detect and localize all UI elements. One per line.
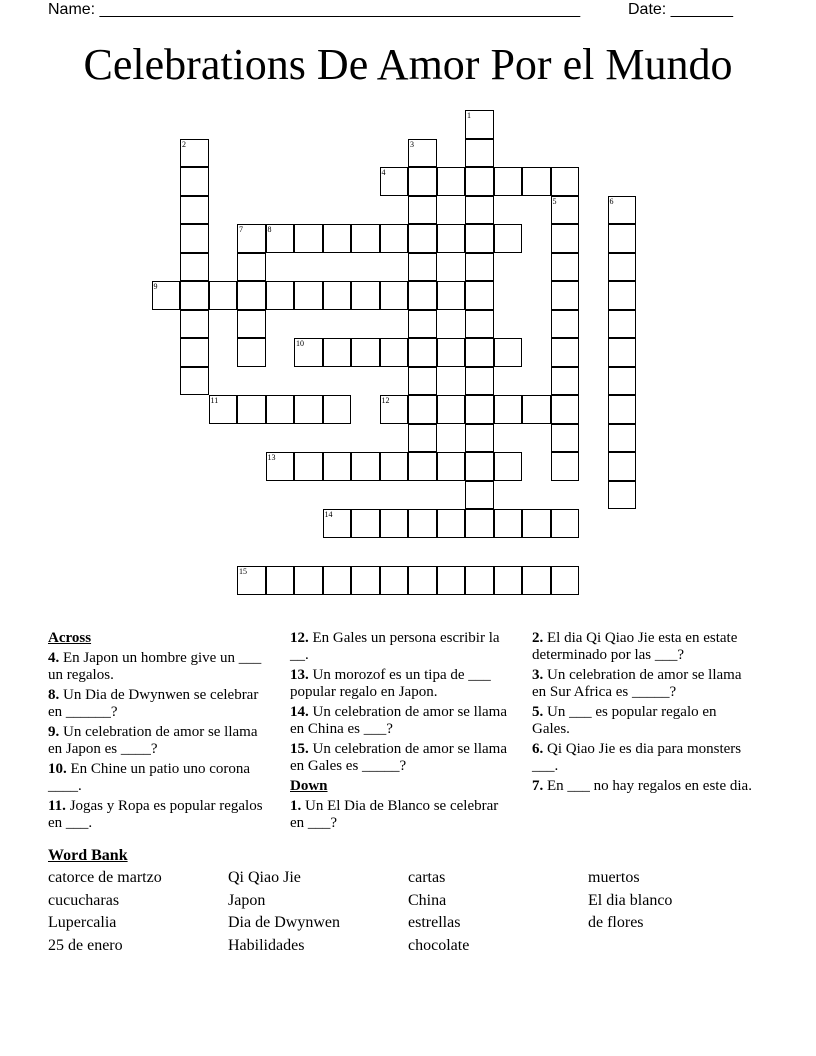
crossword-cell[interactable] [551, 281, 580, 310]
crossword-cell[interactable] [608, 424, 637, 453]
clue-number: 5 [552, 196, 557, 206]
crossword-cell[interactable] [380, 452, 409, 481]
crossword-cell[interactable] [209, 281, 238, 310]
crossword-cell[interactable] [209, 395, 238, 424]
word-bank-item: catorce de martzo [48, 869, 162, 886]
word-bank-item: cucucharas [48, 891, 120, 909]
crossword-cell[interactable] [494, 509, 523, 538]
crossword-cell[interactable] [180, 139, 209, 168]
crossword-cell[interactable] [237, 395, 266, 424]
clue-across-4: 4. En Japon un hombre give un ___ un regalos. [48, 650, 262, 683]
crossword-cell[interactable] [608, 395, 637, 424]
crossword-cell[interactable] [294, 395, 323, 424]
crossword-cell[interactable] [294, 566, 323, 595]
word-bank-item [588, 937, 768, 956]
crossword-cell[interactable] [608, 367, 637, 396]
crossword-cell[interactable] [152, 281, 181, 310]
clue-number: 8 [267, 225, 272, 234]
crossword-cell[interactable] [323, 395, 352, 424]
crossword-cell[interactable] [494, 167, 523, 196]
crossword-cell[interactable] [551, 367, 580, 396]
crossword-cell[interactable] [551, 253, 580, 282]
crossword-cell[interactable] [465, 224, 494, 253]
crossword-cell[interactable] [437, 395, 466, 424]
crossword-cell[interactable] [465, 310, 494, 339]
crossword-cell[interactable] [437, 167, 466, 196]
crossword-cell[interactable] [380, 509, 409, 538]
clue-number: 6 [609, 196, 614, 206]
clue-down-6: 6. Qi Qiao Jie es dia para monsters ___. [532, 741, 742, 774]
crossword-cell[interactable] [608, 481, 637, 510]
crossword-cell[interactable] [465, 253, 494, 282]
crossword-cell[interactable] [380, 338, 409, 367]
clue-number: 2 [182, 139, 186, 149]
crossword-cell[interactable] [408, 167, 437, 196]
crossword-cell[interactable] [494, 452, 523, 481]
crossword-cell[interactable] [465, 566, 494, 595]
crossword-cell[interactable] [494, 338, 523, 367]
crossword-cell[interactable] [551, 509, 580, 538]
crossword-cell[interactable] [237, 281, 266, 310]
word-bank-item: estrellas [408, 914, 461, 931]
crossword-cell[interactable] [551, 566, 580, 595]
word-bank-item: de flores [588, 914, 644, 931]
crossword-cell[interactable] [180, 253, 209, 282]
crossword-cell[interactable] [551, 224, 580, 253]
clue-down-5: 5. Un ___ es popular regalo en Gales. [532, 704, 717, 737]
crossword-cell[interactable] [465, 338, 494, 367]
crossword-cell[interactable] [380, 566, 409, 595]
crossword-cell[interactable] [608, 196, 637, 225]
clue-column-1 [48, 630, 263, 835]
crossword-cell[interactable] [608, 253, 637, 282]
crossword-cell[interactable] [408, 395, 437, 424]
word-bank-item: China [408, 891, 447, 909]
crossword-cell[interactable] [323, 281, 352, 310]
crossword-cell[interactable] [437, 281, 466, 310]
crossword-cell[interactable] [237, 566, 266, 595]
crossword-cell[interactable] [522, 509, 551, 538]
crossword-cell[interactable] [551, 424, 580, 453]
crossword-cell[interactable] [408, 566, 437, 595]
down-heading: Down [290, 778, 328, 794]
crossword-cell[interactable] [266, 224, 295, 253]
crossword-cell[interactable] [551, 452, 580, 481]
crossword-cell[interactable] [551, 310, 580, 339]
crossword-cell[interactable] [608, 281, 637, 310]
crossword-cell[interactable] [408, 281, 437, 310]
crossword-cell[interactable] [465, 367, 494, 396]
crossword-cell[interactable] [351, 509, 380, 538]
crossword-cell[interactable] [294, 452, 323, 481]
crossword-cell[interactable] [180, 367, 209, 396]
clue-number: 13 [267, 453, 276, 462]
clue-across-9: 9. Un celebration de amor se llama en Japon es ____? [48, 724, 258, 757]
crossword-cell[interactable] [408, 338, 437, 367]
crossword-cell[interactable] [551, 395, 580, 424]
crossword-cell[interactable] [465, 395, 494, 424]
crossword-cell[interactable] [408, 509, 437, 538]
crossword-cell[interactable] [408, 424, 437, 453]
clue-across-10: 10. En Chine un patio uno corona ____. [48, 761, 251, 794]
crossword-cell[interactable] [551, 196, 580, 225]
clue-down-7: 7. En ___ no hay regalos en este dia. [532, 778, 752, 794]
word-bank-item: Japon [228, 891, 266, 909]
crossword-cell[interactable] [266, 395, 295, 424]
crossword-cell[interactable] [294, 224, 323, 253]
crossword-cell[interactable] [408, 452, 437, 481]
clue-across-12: 12. En Gales un persona escribir la __. [290, 630, 500, 663]
crossword-cell[interactable] [351, 281, 380, 310]
crossword-cell[interactable] [180, 196, 209, 225]
crossword-cell[interactable] [551, 167, 580, 196]
clue-number: 3 [410, 139, 414, 149]
across-heading: Across [48, 630, 92, 646]
crossword-cell[interactable] [408, 139, 437, 168]
clue-down-3: 3. Un celebration de amor se llama en Sur Africa es _____? [532, 667, 742, 700]
crossword-cell[interactable] [465, 196, 494, 225]
clue-number: 7 [239, 225, 243, 234]
crossword-cell[interactable] [408, 224, 437, 253]
crossword-cell[interactable] [522, 395, 551, 424]
crossword-cell[interactable] [323, 224, 352, 253]
crossword-cell[interactable] [323, 452, 352, 481]
crossword-cell[interactable] [237, 224, 266, 253]
crossword-cell[interactable] [608, 310, 637, 339]
word-bank-heading: Word Bank [48, 847, 128, 864]
crossword-cell[interactable] [180, 310, 209, 339]
clue-down-1: 1. Un El Dia de Blanco se celebrar en ___? [290, 798, 499, 831]
clue-number: 12 [381, 396, 390, 405]
crossword-cell[interactable] [608, 338, 637, 367]
crossword-cell[interactable] [351, 452, 380, 481]
crossword-cell[interactable] [408, 310, 437, 339]
clue-across-8: 8. Un Dia de Dwynwen se celebrar en ______? [48, 687, 259, 720]
word-bank-item: muertos [588, 869, 640, 886]
crossword-cell[interactable] [465, 281, 494, 310]
crossword-cell[interactable] [494, 395, 523, 424]
word-bank-item: Dia de Dwynwen [228, 914, 340, 931]
crossword-cell[interactable] [323, 566, 352, 595]
crossword-cell[interactable] [380, 167, 409, 196]
word-bank-item: El dia blanco [588, 891, 673, 909]
word-bank-item: 25 de enero [48, 936, 123, 954]
crossword-cell[interactable] [323, 338, 352, 367]
clue-across-14: 14. Un celebration de amor se llama en China es ___? [290, 704, 508, 737]
crossword-cell[interactable] [608, 452, 637, 481]
word-bank-item: chocolate [408, 936, 470, 954]
clue-down-2: 2. El dia Qi Qiao Jie esta en estate determinado por las ___? [532, 630, 738, 663]
clue-number: 9 [153, 282, 158, 291]
clue-number: 11 [210, 396, 219, 405]
clue-number: 14 [324, 510, 333, 519]
clue-number: 4 [381, 168, 386, 177]
word-bank-item: Qi Qiao Jie [228, 869, 301, 886]
crossword-cell[interactable] [351, 224, 380, 253]
crossword-cell[interactable] [465, 139, 494, 168]
crossword-cell[interactable] [351, 338, 380, 367]
crossword-cell[interactable] [380, 281, 409, 310]
crossword-cell[interactable] [437, 224, 466, 253]
crossword-cell[interactable] [180, 167, 209, 196]
crossword-cell[interactable] [408, 367, 437, 396]
crossword-cell[interactable] [465, 110, 494, 139]
crossword-cell[interactable] [266, 452, 295, 481]
word-bank [48, 869, 768, 955]
crossword-cell[interactable] [522, 566, 551, 595]
crossword-cell[interactable] [323, 509, 352, 538]
word-bank-item: cartas [408, 869, 446, 886]
crossword-cell[interactable] [380, 395, 409, 424]
crossword-cell[interactable] [294, 281, 323, 310]
clue-number: 1 [467, 111, 471, 120]
crossword-cell[interactable] [465, 509, 494, 538]
crossword-cell[interactable] [380, 224, 409, 253]
crossword-cell[interactable] [437, 452, 466, 481]
crossword-cell[interactable] [408, 253, 437, 282]
crossword-cell[interactable] [608, 224, 637, 253]
crossword-cell[interactable] [437, 338, 466, 367]
crossword-cell[interactable] [465, 481, 494, 510]
crossword-cell[interactable] [465, 167, 494, 196]
crossword-cell[interactable] [465, 424, 494, 453]
crossword-cell[interactable] [294, 338, 323, 367]
crossword-cell[interactable] [237, 310, 266, 339]
crossword-cell[interactable] [408, 196, 437, 225]
crossword-cell[interactable] [180, 338, 209, 367]
crossword-cell[interactable] [437, 566, 466, 595]
clue-number: 15 [239, 567, 247, 576]
crossword-cell[interactable] [522, 167, 551, 196]
crossword-cell[interactable] [494, 224, 523, 253]
word-bank-item: Lupercalia [48, 914, 117, 931]
crossword-cell[interactable] [180, 281, 209, 310]
crossword-cell[interactable] [551, 338, 580, 367]
name-line: Name: ______________________________________________________ [48, 1, 581, 18]
word-bank-item: Habilidades [228, 936, 305, 954]
crossword-cell[interactable] [437, 509, 466, 538]
crossword-cell[interactable] [351, 566, 380, 595]
crossword-cell[interactable] [266, 566, 295, 595]
clue-column-2 [290, 630, 510, 835]
clue-number: 10 [296, 339, 304, 348]
crossword-cell[interactable] [180, 224, 209, 253]
clue-across-15: 15. Un celebration de amor se llama en Gales es _____? [290, 741, 508, 774]
page-title: Celebrations De Amor Por el Mundo [83, 40, 733, 89]
crossword-cell[interactable] [465, 452, 494, 481]
crossword-cell[interactable] [266, 281, 295, 310]
clue-across-11: 11. Jogas y Ropa es popular regalos en ___. [48, 798, 263, 831]
crossword-cell[interactable] [237, 253, 266, 282]
crossword-cell[interactable] [494, 566, 523, 595]
clue-across-13: 13. Un morozof es un tipa de ___ popular regalo en Japon. [290, 667, 491, 700]
date-line: Date: _______ [628, 1, 733, 18]
clue-column-3 [532, 630, 757, 798]
crossword-cell[interactable] [237, 338, 266, 367]
